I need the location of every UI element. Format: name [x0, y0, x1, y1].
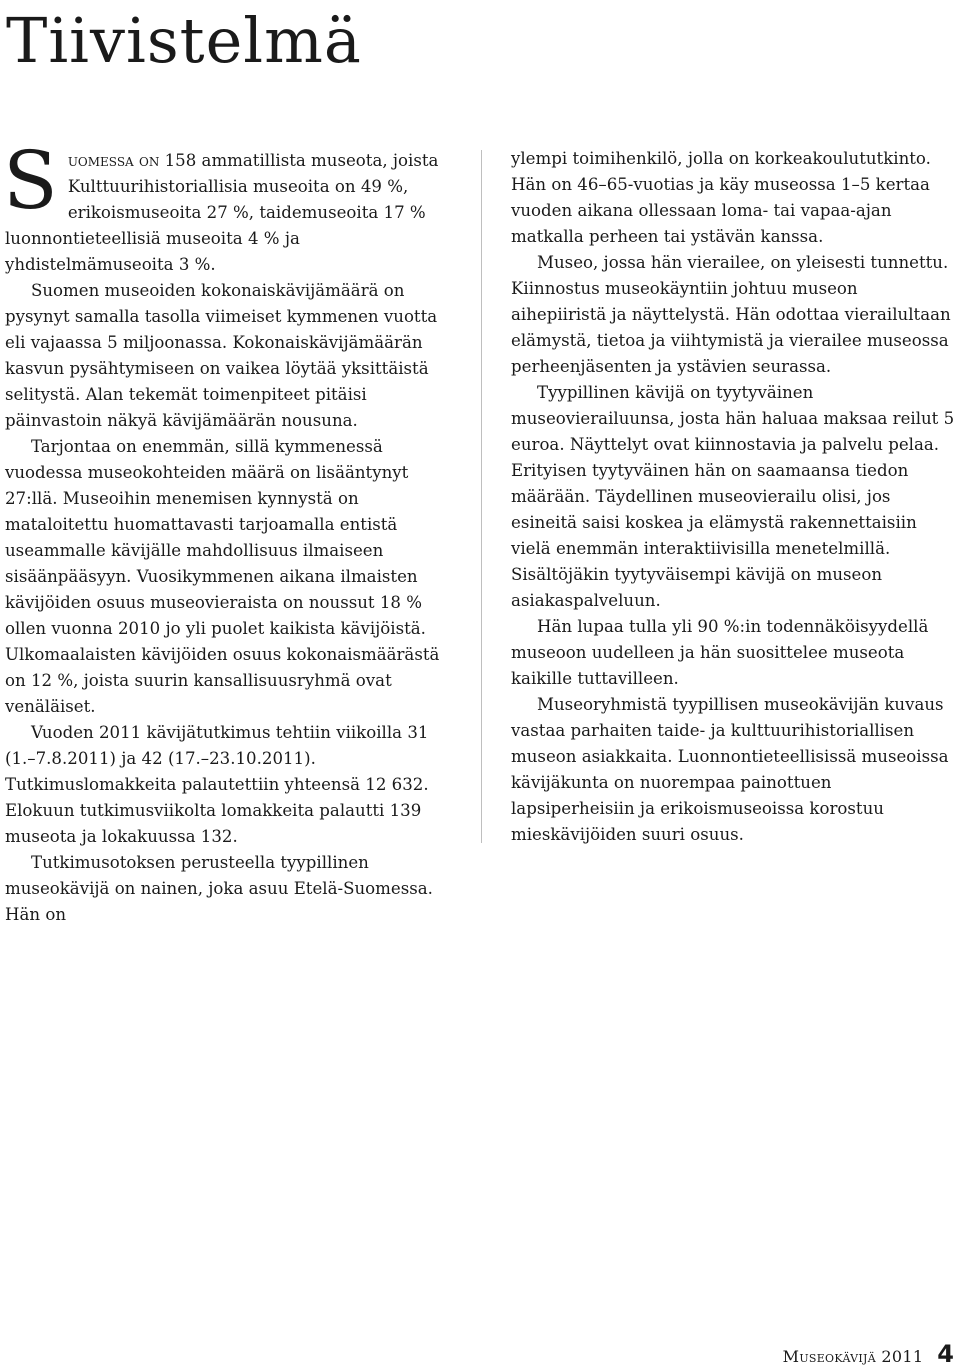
lead-text: 158 ammatillista museota, joista Kulttuurihistoriallisia museoita on 49 %, erikoismuseoita 27 %, taidemuseoita 17 % luonnontieteellisiä museoita 4 % ja yhdistelmämuseoita 3 %. [5, 151, 439, 274]
body-paragraph: Vuoden 2011 kävijätutkimus tehtiin viikoilla 31 (1.–7.8.2011) ja 42 (17.–23.10.2011). Tutkimuslomakkeita palautettiin yhteensä 12 632. Elokuun tutkimusviikolta lomakkeita palautti 139 museota ja lokakuussa 132. [5, 723, 429, 846]
body-paragraph: Tutkimusotoksen perusteella tyypillinen museokävijä on nainen, joka asuu Etelä-Suomessa. Hän on [5, 853, 433, 924]
lead-smallcaps: uomessa on [67, 151, 160, 170]
right-column [511, 146, 957, 848]
page-footer [783, 1340, 954, 1368]
lead-paragraph [3, 134, 451, 278]
body-paragraph: Hän lupaa tulla yli 90 %:in todennäköisyydellä museoon uudelleen ja hän suosittelee museota kaikille tuttavilleen. [511, 617, 929, 688]
column-divider [481, 150, 482, 843]
body-paragraph: Museo, jossa hän vierailee, on yleisesti tunnettu. Kiinnostus museokäyntiin johtuu museon aihepiiristä ja näyttelystä. Hän odottaa vierailultaan elämystä, tietoa ja viihtymistä ja vierailee museossa perheenjäsenten ja ystävien seurassa. [511, 253, 951, 376]
body-paragraph: Museoryhmistä tyypillisen museokävijän kuvaus vastaa parhaiten taide- ja kulttuurihistoriallisen museon asiakkaita. Luonnontieteellisissä museoissa kävijäkunta on nuorempaa painottuen lapsiperheisiin ja erikoismuseoissa korostuu mieskävijöiden suuri osuus. [511, 695, 949, 844]
continuation-paragraph: ylempi toimihenkilö, jolla on korkeakoulututkinto. Hän on 46–65-vuotias ja käy museossa 1–5 kertaa vuoden aikana ollessaan loma- tai vapaa-ajan matkalla perheen tai ystävän kanssa. [511, 149, 931, 246]
publication-name: Museokävijä 2011 [782, 1347, 924, 1366]
body-paragraph: Tarjontaa on enemmän, sillä kymmenessä vuodessa museokohteiden määrä on lisääntynyt 27:llä. Museoihin menemisen kynnystä on mataloitettu huomattavasti tarjoamalla entistä useammalle kävijälle mahdollisuus ilmaiseen sisäänpääsyyn. Vuosikymmenen aikana ilmaisten kävijöiden osuus museovieraista on noussut 18 % ollen vuonna 2010 jo yli puolet kaikista kävijöistä. Ulkomaalaisten kävijöiden osuus kokonaismäärästä on 12 %, joista suurin kansallisuusryhmä ovat venäläiset. [5, 437, 440, 716]
page-title: Tiivistelmä [6, 4, 362, 77]
drop-cap: S [3, 134, 58, 227]
left-column [3, 134, 451, 928]
page-number: 4 [937, 1340, 954, 1368]
body-paragraph: Suomen museoiden kokonaiskävijämäärä on pysynyt samalla tasolla viimeiset kymmenen vuotta eli vajaassa 5 miljoonassa. Kokonaiskävijämäärän kasvun pysähtymiseen on vaikea löytää yksittäistä selitystä. Alan tekemät toimenpiteet pitäisi päinvastoin näkyä kävijämäärän nousuna. [5, 281, 438, 430]
body-paragraph: Tyypillinen kävijä on tyytyväinen museovierailuunsa, josta hän haluaa maksaa reilut 5 euroa. Näyttelyt ovat kiinnostavia ja palvelu pelaa. Erityisen tyytyväinen hän on saamaansa tiedon määrään. Täydellinen museovierailu olisi, jos esineitä saisi koskea ja elämystä rakennettaisiin vielä enemmän interaktiivisilla menetelmillä. Sisältöjäkin tyytyväisempi kävijä on museon asiakaspalveluun. [511, 383, 955, 610]
